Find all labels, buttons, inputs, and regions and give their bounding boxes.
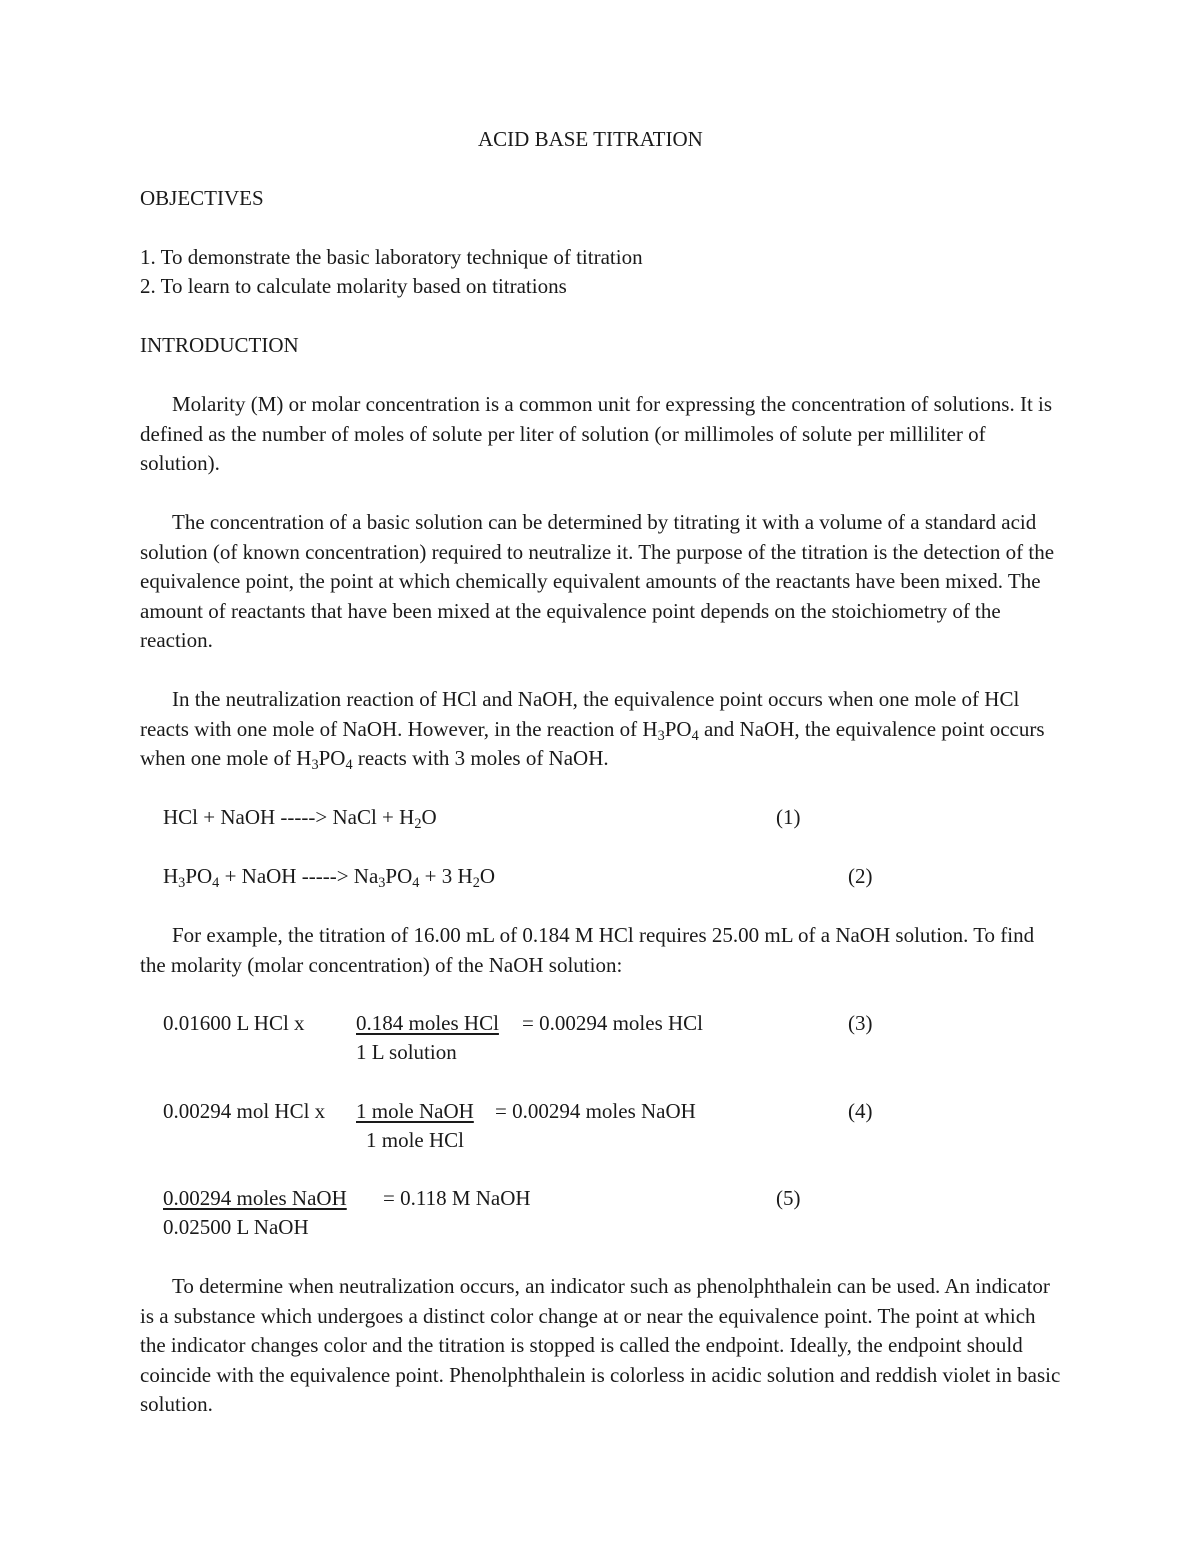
paragraph-indicator: To determine when neutralization occurs, an indicator such as phenolphthalein can be used. An indicator is a substance which undergoes a distinct color change at or near the equivalence point. The point at which the indicator changes color and the titration is stopped is called the endpoint. Ideally, the endpoint should coincide with the equivalence point. Phenolphthalein is colorless in acidic solution and reddish violet in basic solution. [140,1274,1061,1416]
paragraph-titration: The concentration of a basic solution can be determined by titrating it with a volume of a standard acid solution (of known concentration) required to neutralize it. The purpose of the titration is the detection of the equivalence point, the point at which chemically equivalent amounts of the reactants have been mixed. The amount of reactants that have been mixed at the equivalence point depends on the stoichiometry of the reaction. [140,510,1055,652]
equation-4-number: (4) [848,1099,873,1123]
equation-3-numerator: 0.184 moles HCl [356,1011,499,1035]
equation-1-body: HCl + NaOH -----> NaCl + $H_2O$ [163,805,437,833]
introduction-heading: INTRODUCTION [140,333,299,357]
equation-1 [0,803,1200,833]
document-title: ACID BASE TITRATION [478,127,703,151]
equation-4-left: 0.00294 mol HCl x [163,1099,326,1123]
equation-2 [0,862,1200,892]
equation-4-denominator: 1 mole HCl [366,1128,464,1152]
equation-5-number: (5) [776,1186,801,1210]
paragraph-equivalence: In the neutralization reaction of HCl and NaOH, the equivalence point occurs when one mole of HCl reacts with one mole of NaOH. However, in the reaction of $H_3PO_4$ and NaOH, the equivalence point occurs when one mole of $H_3PO_4$ reacts with 3 moles of NaOH. [140,687,1045,774]
equation-5-denominator: 0.02500 L NaOH [163,1215,309,1239]
equation-2-number: (2) [848,864,873,888]
equation-4-result: = 0.00294 moles NaOH [495,1099,696,1123]
equation-5-result: = 0.118 M NaOH [383,1186,531,1210]
equation-3-number: (3) [848,1011,873,1035]
equation-4-numerator: 1 mole NaOH [356,1099,474,1123]
paragraph-example: For example, the titration of 16.00 mL of 0.184 M HCl requires 25.00 mL of a NaOH solution. To find the molarity (molar concentration) of the NaOH solution: [140,923,1035,977]
equation-3-result: = 0.00294 moles HCl [522,1011,704,1035]
equation-3 [0,1009,1200,1069]
objective-item: 2. To learn to calculate molarity based on titrations [140,274,567,298]
equation-2-body: $H_3PO_4$ + NaOH -----> $Na_3PO_4 + 3$ $H_2O$ [163,864,495,892]
equation-4 [0,1097,1200,1157]
equation-1-number: (1) [776,805,801,829]
objectives-heading: OBJECTIVES [140,186,264,210]
equation-5 [0,1184,1200,1244]
paragraph-molarity: Molarity (M) or molar concentration is a common unit for expressing the concentration of solutions. It is defined as the number of moles of solute per liter of solution (or millimoles of solute per milliliter of solution). [140,392,1053,475]
equation-5-numerator: 0.00294 moles NaOH [163,1186,347,1210]
equation-3-denominator: 1 L solution [356,1040,457,1064]
equation-3-left: 0.01600 L HCl x [163,1011,305,1035]
objective-item: 1. To demonstrate the basic laboratory technique of titration [140,245,643,269]
